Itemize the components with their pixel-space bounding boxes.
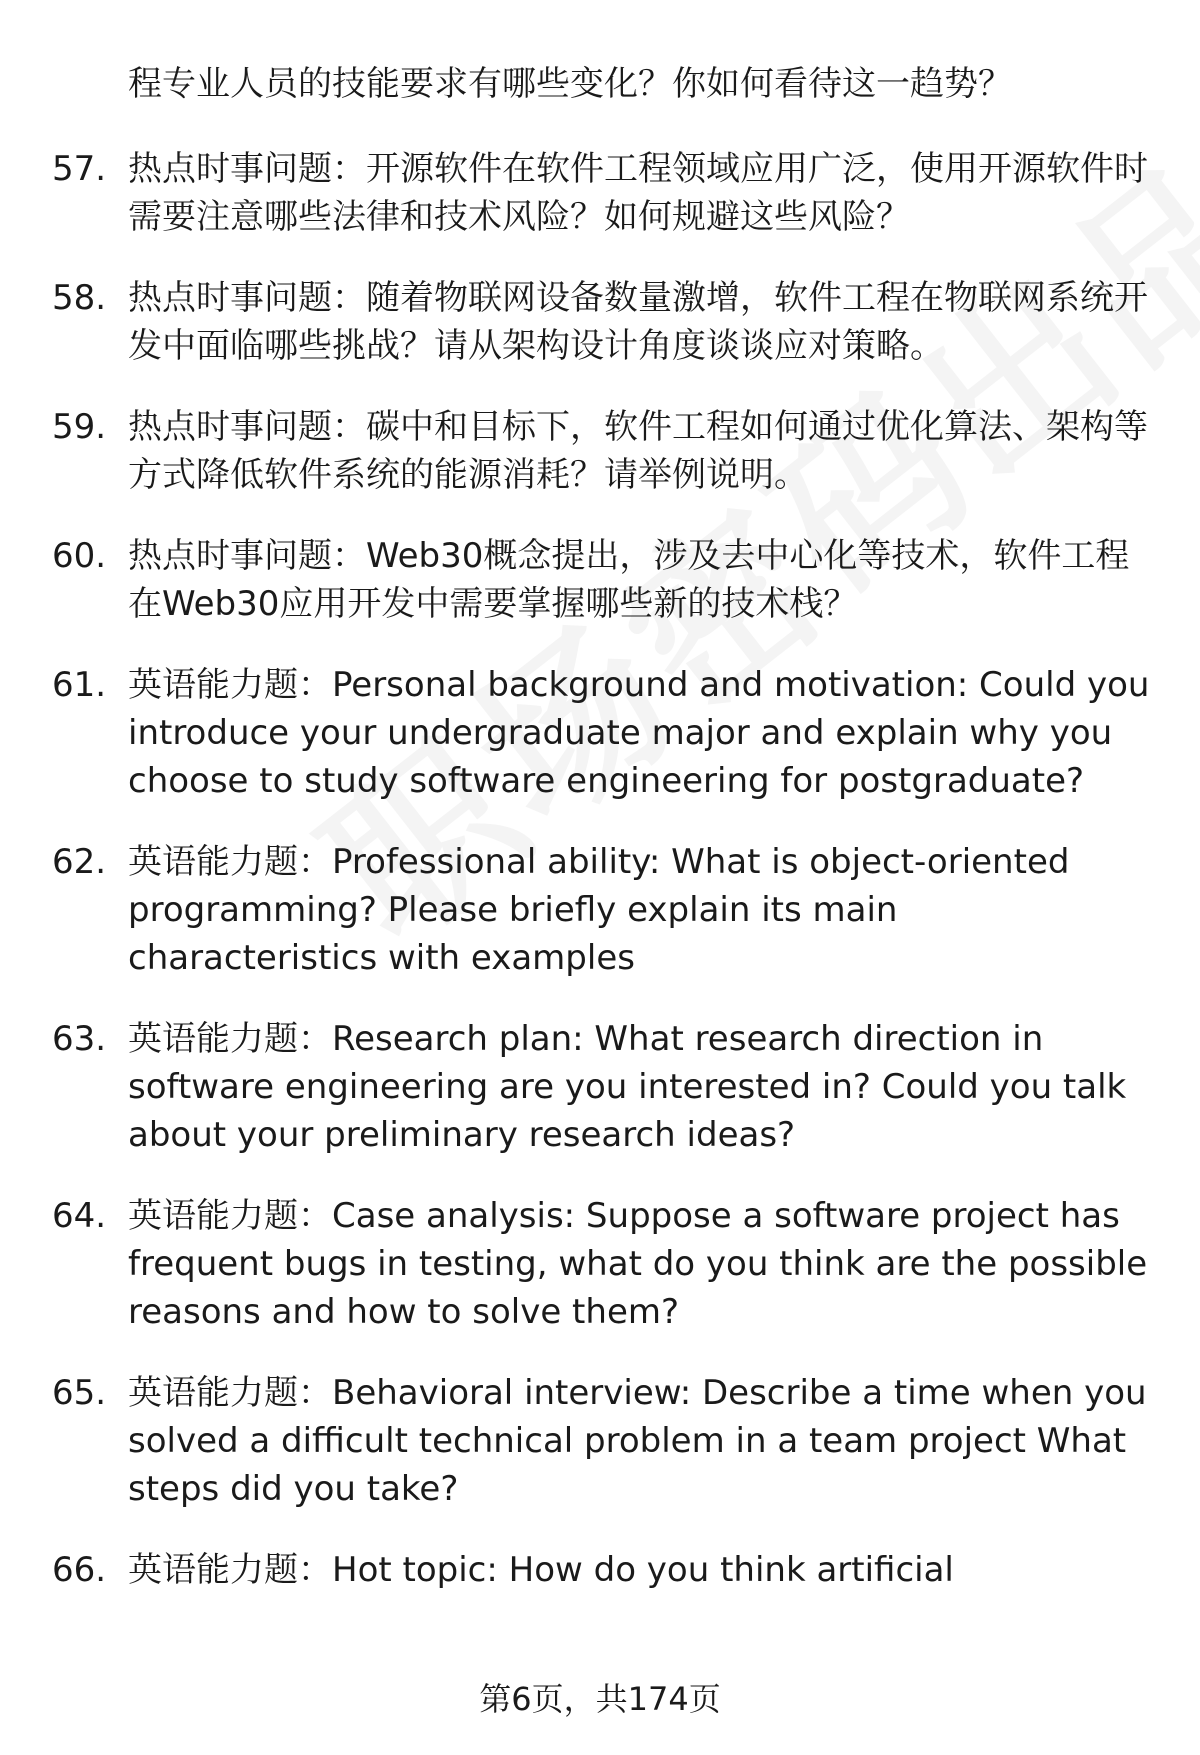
- list-item: [52, 838, 1162, 982]
- list-item: [52, 1192, 1162, 1336]
- item-number: 59.: [52, 407, 107, 447]
- item-text: 热点时事问题：随着物联网设备数量激增，软件工程在物联网系统开发中面临哪些挑战？请从架构设计角度谈谈应对策略。: [128, 278, 1148, 366]
- question-list: [52, 145, 1162, 1627]
- list-item: [52, 532, 1162, 628]
- item-text: 英语能力题：Case analysis: Suppose a software project has frequent bugs in testing, what do you think are the possible reasons and how to solve them?: [128, 1196, 1148, 1332]
- item-number: 65.: [52, 1373, 107, 1413]
- item-number: 57.: [52, 149, 107, 189]
- list-item: [52, 1546, 1162, 1594]
- list-item: [52, 145, 1162, 241]
- list-item: [52, 403, 1162, 499]
- page-footer: 第6页，共174页: [479, 1680, 721, 1718]
- item-text: 英语能力题：Personal background and motivation: Could you introduce your undergraduate major and explain why you choose to study software engineering for postgraduate?: [128, 665, 1150, 801]
- item-number: 63.: [52, 1019, 107, 1059]
- item-text: 热点时事问题：开源软件在软件工程领域应用广泛，使用开源软件时需要注意哪些法律和技术风险？如何规避这些风险？: [128, 149, 1148, 237]
- list-item: [52, 274, 1162, 370]
- item-number: 66.: [52, 1550, 107, 1590]
- item-text: 热点时事问题：Web30概念提出，涉及去中心化等技术，软件工程在Web30应用开发中需要掌握哪些新的技术栈？: [128, 536, 1130, 624]
- list-item: [52, 1369, 1162, 1513]
- item-number: 64.: [52, 1196, 107, 1236]
- item-number: 60.: [52, 536, 107, 576]
- continued-question-text: 程专业人员的技能要求有哪些变化？你如何看待这一趋势？: [128, 64, 1012, 104]
- list-item: [52, 1015, 1162, 1159]
- item-number: 61.: [52, 665, 107, 705]
- list-item: [52, 661, 1162, 805]
- item-number: 62.: [52, 842, 107, 882]
- item-text: 英语能力题：Behavioral interview: Describe a time when you solved a difficult technical problem in a team project What steps did you take?: [128, 1373, 1147, 1509]
- item-text: 英语能力题：Professional ability: What is object-oriented programming? Please briefly explain its main characteristics with examples: [128, 842, 1070, 978]
- item-text: 英语能力题：Research plan: What research direction in software engineering are you interested in? Could you talk about your preliminary research ideas?: [128, 1019, 1127, 1155]
- item-text: 英语能力题：Hot topic: How do you think artificial: [128, 1550, 954, 1590]
- item-number: 58.: [52, 278, 107, 318]
- item-text: 热点时事问题：碳中和目标下，软件工程如何通过优化算法、架构等方式降低软件系统的能源消耗？请举例说明。: [128, 407, 1148, 495]
